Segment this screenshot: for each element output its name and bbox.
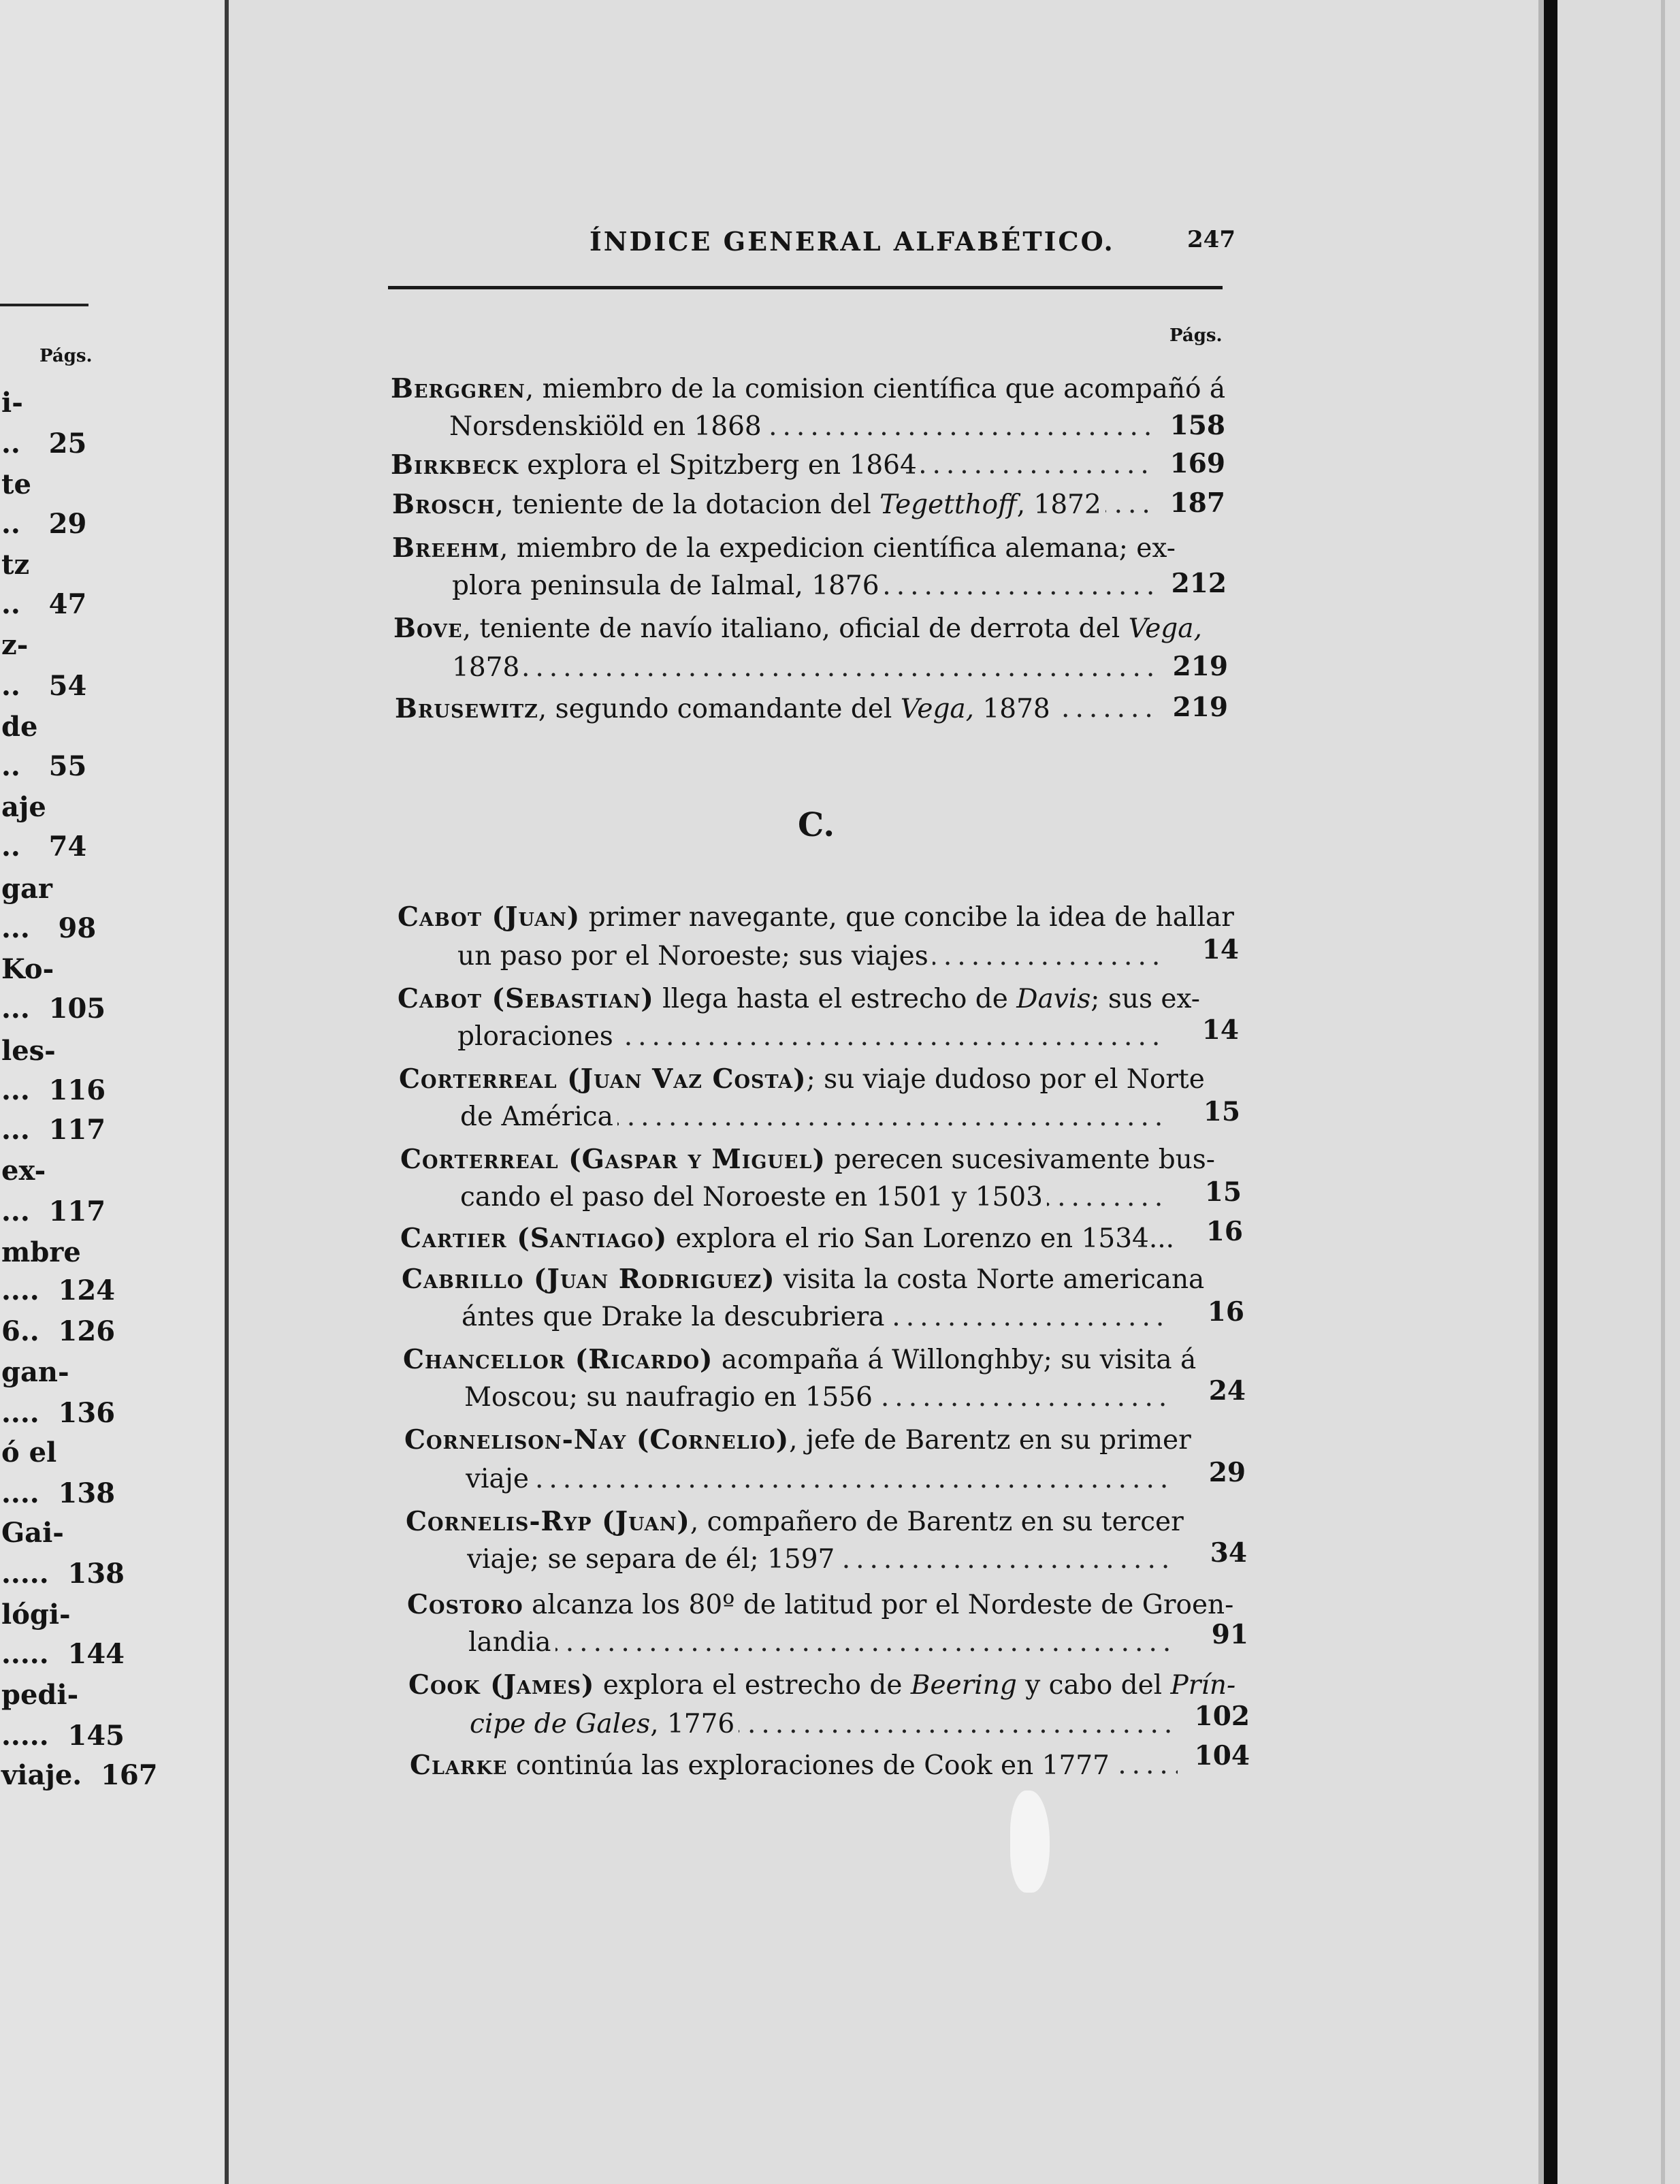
left-page-fragment: mbre	[1, 1236, 81, 1268]
entry-text-cont: cando el paso del Noroeste en 1501 y 1503	[460, 1182, 1047, 1213]
left-page-fragment: Ko-	[1, 953, 54, 985]
entry-text: , compañero de Barentz en su tercer	[690, 1507, 1184, 1537]
entry-italic: Davis	[1016, 984, 1091, 1014]
left-page-fragment: z-	[1, 629, 29, 661]
left-page-pags-header: Págs.	[39, 346, 93, 366]
entry-page: 158	[1169, 410, 1225, 441]
entry-text-cont: ploraciones	[457, 1021, 617, 1052]
entry-page: 24	[1208, 1375, 1246, 1407]
left-page-fragment: te	[1, 468, 31, 500]
left-page-fragment: i-	[1, 387, 23, 419]
entry-text-cont: 1878	[452, 652, 523, 683]
paper-smudge	[1010, 1790, 1050, 1893]
left-page-fragment: .. 74	[1, 831, 87, 863]
right-page-edge	[1538, 0, 1544, 2184]
entry-text-cont: ántes que Drake la descubriera	[462, 1302, 889, 1332]
left-page-fragment: .... 136	[1, 1397, 116, 1429]
entry-text: explora el Spitzberg en 1864	[518, 450, 917, 481]
entry-page: 14	[1201, 934, 1239, 965]
entry-italic: Prín-	[1170, 1670, 1236, 1701]
entry-text: continúa las exploraciones de Cook en 1777	[507, 1750, 1110, 1781]
entry-page: 15	[1204, 1176, 1242, 1208]
entry-name: Cabot (Sebastian)	[398, 983, 654, 1014]
entry-page: 15	[1203, 1096, 1240, 1127]
entry-name: Berggren	[391, 373, 526, 404]
entry-text: visita la costa Norte americana	[775, 1264, 1205, 1295]
left-page-fragment: .. 54	[1, 670, 87, 702]
page-number: 247	[1187, 226, 1235, 253]
left-page-fragment: gar	[1, 873, 52, 905]
entry-name: Cornelison-Nay (Cornelio)	[404, 1424, 790, 1456]
entry-name: Bove	[393, 613, 463, 644]
entry-text-cont: viaje; se separa de él; 1597	[467, 1544, 839, 1575]
left-page-fragment: .. 47	[1, 588, 87, 620]
entry-text-cont: de América	[460, 1102, 617, 1132]
left-page-fragment: tz	[1, 549, 30, 581]
left-page-fragment: lógi-	[1, 1599, 71, 1631]
entry-name: Cabot (Juan)	[398, 901, 581, 933]
entry-page: 34	[1210, 1537, 1247, 1569]
entry-text-cont: Norsdenskiöld en 1868	[449, 411, 766, 442]
entry-page: 212	[1171, 568, 1227, 599]
left-page-fragment: aje	[1, 791, 46, 823]
entry-text-cont: plora peninsula de Ialmal, 1876	[452, 571, 884, 601]
left-page-fragment: ... 117	[1, 1114, 106, 1146]
entry-name: Birkbeck	[391, 449, 519, 481]
entry-name: Cook (James)	[408, 1669, 595, 1701]
left-page-fragment: ... 105	[1, 993, 106, 1025]
entry-text-cont: viaje	[466, 1464, 533, 1494]
running-head: ÍNDICE GENERAL ALFABÉTICO.	[589, 226, 1115, 257]
entry-name: Clarke	[410, 1750, 508, 1781]
left-page-fragment: Gai-	[1, 1517, 64, 1549]
entry-italic: Beering	[910, 1670, 1017, 1701]
entry-name: Cartier (Santiago)	[400, 1223, 668, 1254]
entry-name: Breehm	[392, 532, 500, 564]
entry-text: , jefe de Barentz en su primer	[789, 1425, 1191, 1456]
entry-text: primer navegante, que concibe la idea de hallar	[580, 902, 1234, 933]
entry-text: ; sus ex-	[1091, 984, 1200, 1014]
entry-page: 187	[1169, 487, 1225, 519]
entry-text: , segundo comandante del	[538, 694, 901, 724]
entry-text: , teniente de la dotacion del	[495, 489, 880, 520]
entry-name: Cabrillo (Juan Rodriguez)	[402, 1264, 775, 1295]
left-page-fragment: 6.. 126	[1, 1315, 116, 1347]
left-page-rule	[0, 304, 88, 306]
entry-name: Corterreal (Juan Vaz Costa)	[399, 1063, 807, 1095]
entry-page: 104	[1194, 1740, 1250, 1771]
entry-text: , miembro de la comision científica que acompañó á	[525, 374, 1226, 404]
entry-italic: cipe de Gales	[470, 1709, 651, 1739]
header-rule	[388, 286, 1223, 289]
entry-name: Chancellor (Ricardo)	[403, 1344, 713, 1375]
entry-page: 16	[1206, 1216, 1243, 1247]
entry-page: 91	[1211, 1619, 1248, 1650]
entry-page: 29	[1208, 1457, 1246, 1488]
left-page-fragment: ó el	[1, 1436, 57, 1468]
left-page-fragment: ..... 144	[1, 1638, 125, 1670]
entry-text: acompaña á Willonghby; su visita á	[713, 1345, 1197, 1375]
entry-text-cont: , 1776	[650, 1709, 735, 1739]
left-page-fragment: ex-	[1, 1155, 46, 1187]
entry-text: explora el rio San Lorenzo en 1534...	[667, 1223, 1175, 1254]
left-page-fragment: pedi-	[1, 1679, 79, 1711]
entry-text-cont: landia	[468, 1627, 555, 1658]
entry-text: 1878	[974, 694, 1050, 724]
entry-page: 219	[1172, 651, 1228, 682]
entry-page: 219	[1172, 692, 1228, 723]
left-page-fragment: ... 116	[1, 1074, 106, 1106]
entry-text: explora el estrecho de	[594, 1670, 911, 1701]
entry-text: llega hasta el estrecho de	[653, 984, 1017, 1014]
entry-page: 169	[1169, 448, 1225, 479]
entry-name: Brusewitz	[395, 693, 538, 724]
left-page-fragment: ..... 138	[1, 1558, 125, 1590]
entry-name: Corterreal (Gaspar y Miguel)	[400, 1144, 826, 1175]
entry-italic: Vega,	[1128, 613, 1202, 644]
entry-page: 16	[1207, 1296, 1244, 1328]
left-page-fragment: ..... 145	[1, 1720, 125, 1752]
left-page-fragment: .... 124	[1, 1274, 116, 1306]
entry-text-cont: Moscou; su naufragio en 1556	[464, 1382, 877, 1413]
entry-name: Brosch	[392, 489, 496, 520]
entry-text: ; su viaje dudoso por el Norte	[806, 1064, 1205, 1095]
left-page-fragment: .... 138	[1, 1477, 116, 1509]
right-binding-shadow	[1544, 0, 1557, 2184]
entry-name: Cornelis-Ryp (Juan)	[406, 1506, 690, 1537]
entry-text: perecen sucesivamente bus-	[825, 1144, 1215, 1175]
right-strip-line	[1661, 0, 1665, 2184]
entry-text: , miembro de la expedicion científica alemana; ex-	[499, 533, 1176, 564]
left-page-fragment: .. 55	[1, 750, 87, 782]
left-page-fragment: ... 117	[1, 1195, 106, 1227]
left-page-fragment: les-	[1, 1035, 56, 1067]
entry-name: Costoro	[407, 1589, 523, 1620]
entry-page: 14	[1201, 1014, 1239, 1046]
entry-text: alcanza los 80º de latitud por el Nordeste de Groen-	[523, 1590, 1234, 1620]
left-page-fragment: viaje. 167	[1, 1759, 158, 1791]
entry-text: y cabo del	[1016, 1670, 1171, 1701]
left-page-fragment: ... 98	[1, 912, 97, 944]
pags-column-label: Págs.	[1169, 325, 1223, 346]
left-page-fragment: .. 29	[1, 508, 87, 540]
entry-italic: Vega,	[900, 694, 975, 724]
left-page-fragment: .. 25	[1, 428, 87, 460]
entry-text: , 1872	[1016, 489, 1101, 520]
entry-italic: Tegetthoff	[879, 489, 1017, 520]
left-page-fragment: gan-	[1, 1356, 69, 1388]
entry-text: , teniente de navío italiano, oficial de derrota del	[462, 613, 1129, 644]
entry-text-cont: un paso por el Noroeste; sus viajes	[457, 941, 933, 971]
section-letter: C.	[798, 806, 835, 844]
left-page-fragment: de	[1, 711, 38, 743]
entry-page: 102	[1194, 1701, 1250, 1732]
